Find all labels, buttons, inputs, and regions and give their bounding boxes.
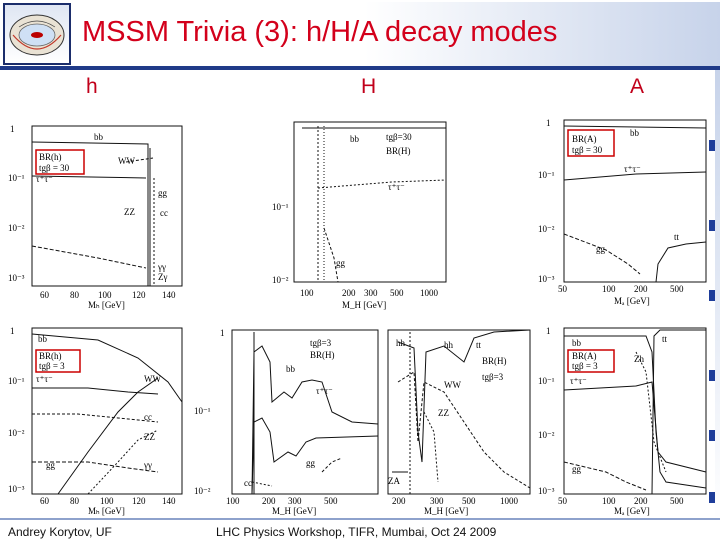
- decor-square: [709, 140, 715, 151]
- curve-label: tt: [662, 334, 668, 344]
- column-header-A: A: [630, 75, 645, 98]
- x-tick: 300: [364, 288, 378, 298]
- box-line: BR(A): [572, 134, 597, 144]
- curve-label: BR(H): [482, 356, 507, 366]
- x-tick: 100: [602, 284, 616, 294]
- box-line: BR(h): [39, 351, 62, 361]
- y-tick: 1: [546, 118, 551, 128]
- x-axis-label: Mₐ [GeV]: [614, 506, 650, 516]
- x-tick: 200: [342, 288, 356, 298]
- title-underline: [0, 66, 720, 70]
- plot-H-tgb3-high: [384, 322, 532, 516]
- curve-label: WW: [444, 380, 461, 390]
- x-axis-label: Mₕ [GeV]: [88, 300, 125, 310]
- footer-divider: [0, 518, 720, 520]
- x-tick: 500: [324, 496, 338, 506]
- curve-label: hh: [396, 338, 405, 348]
- curve-label: cc: [144, 412, 152, 422]
- y-tick: 10⁻²: [538, 224, 555, 234]
- curve-label: hh: [444, 340, 453, 350]
- box-line: tgβ = 30: [572, 145, 603, 155]
- x-tick: 1000: [500, 496, 518, 506]
- y-tick: 10⁻²: [272, 275, 289, 285]
- curve-label: cc: [244, 478, 252, 488]
- curve-label: BR(H): [310, 350, 335, 360]
- curve-label: gg: [336, 258, 345, 268]
- curve-label: ZZ: [124, 207, 135, 217]
- y-tick: 1: [10, 326, 15, 336]
- y-tick: 10⁻³: [538, 486, 555, 496]
- curve-label: gg: [46, 460, 55, 470]
- column-header-h: h: [86, 75, 98, 98]
- x-axis-label: M_H [GeV]: [342, 300, 387, 310]
- curve-label: gg: [158, 188, 167, 198]
- curve-label: cc: [160, 208, 168, 218]
- curve-label: gg: [306, 458, 315, 468]
- x-axis-label: M_H [GeV]: [424, 506, 469, 516]
- x-tick: 80: [70, 496, 79, 506]
- curve-label: WW: [144, 374, 161, 384]
- x-tick: 300: [288, 496, 302, 506]
- x-axis-label: Mₕ [GeV]: [88, 506, 125, 516]
- curve-label: τ⁺τ⁻: [36, 174, 53, 184]
- curve-label: gg: [572, 464, 581, 474]
- x-tick: 500: [390, 288, 404, 298]
- curve-label: bb: [572, 338, 581, 348]
- curve-label: ZA: [388, 476, 400, 486]
- curve-label: τ⁺τ⁻: [388, 182, 405, 192]
- box-line: BR(A): [572, 351, 597, 361]
- curve-label: gg: [596, 244, 605, 254]
- x-tick: 300: [430, 496, 444, 506]
- y-tick: 10⁻²: [8, 223, 25, 233]
- x-tick: 100: [98, 290, 112, 300]
- plot-h-tgb3: [8, 322, 188, 516]
- curve-label: τ⁺τ⁻: [36, 374, 53, 384]
- x-tick: 60: [40, 496, 49, 506]
- x-tick: 200: [262, 496, 276, 506]
- curve-label: bb: [630, 128, 639, 138]
- curve-label: bb: [38, 334, 47, 344]
- curve-label: γγ: [158, 262, 166, 272]
- x-axis-label: Mₐ [GeV]: [614, 296, 650, 306]
- box-line: BR(h): [39, 152, 62, 162]
- curve-label: bb: [94, 132, 103, 142]
- logo-icon: [3, 3, 71, 65]
- x-tick: 500: [670, 496, 684, 506]
- curve-label: WW: [118, 156, 135, 166]
- plot-A-tgb30: [536, 114, 708, 310]
- x-tick: 120: [132, 290, 146, 300]
- curve-label: bb: [350, 134, 359, 144]
- plot-H-tgb30: [272, 118, 452, 310]
- x-tick: 200: [634, 496, 648, 506]
- curve-label: tt: [674, 232, 680, 242]
- curve-label: Zh: [634, 354, 644, 364]
- decor-square: [709, 492, 715, 503]
- x-tick: 1000: [420, 288, 438, 298]
- box-line: tgβ = 30: [39, 163, 70, 173]
- y-tick: 10⁻¹: [538, 170, 555, 180]
- box-line: tgβ = 3: [572, 361, 598, 371]
- x-tick: 50: [558, 284, 567, 294]
- curve-label: ZZ: [144, 432, 155, 442]
- column-header-H: H: [361, 75, 377, 98]
- x-tick: 120: [132, 496, 146, 506]
- footer-author: Andrey Korytov, UF: [8, 525, 112, 539]
- curve-label: tgβ=3: [310, 338, 332, 348]
- decor-square: [709, 370, 715, 381]
- slide-title: MSSM Trivia (3): h/H/A decay modes: [82, 16, 558, 48]
- curve-label: τ⁺τ⁻: [624, 164, 641, 174]
- curve-label: BR(H): [386, 146, 411, 156]
- y-tick: 10⁻²: [194, 486, 211, 496]
- y-tick: 10⁻¹: [8, 173, 25, 183]
- plot-A-tgb3: [536, 322, 708, 516]
- x-tick: 100: [602, 496, 616, 506]
- y-tick: 1: [220, 328, 225, 338]
- curve-label: bb: [286, 364, 295, 374]
- y-tick: 10⁻³: [538, 274, 555, 284]
- curve-label: τ⁺τ⁻: [570, 376, 587, 386]
- x-axis-label: M_H [GeV]: [272, 506, 317, 516]
- x-tick: 50: [558, 496, 567, 506]
- footer-event: LHC Physics Workshop, TIFR, Mumbai, Oct 24 2009: [216, 525, 497, 539]
- y-tick: 10⁻³: [8, 484, 25, 494]
- y-tick: 10⁻³: [8, 273, 25, 283]
- curve-label: γγ: [144, 460, 152, 470]
- curve-label: Zγ: [158, 272, 168, 282]
- x-tick: 200: [634, 284, 648, 294]
- curve-label: τ⁺τ⁻: [316, 386, 333, 396]
- curve-label: tgβ=3: [482, 372, 504, 382]
- y-tick: 10⁻¹: [194, 406, 211, 416]
- curve-label: tgβ=30: [386, 132, 412, 142]
- x-tick: 140: [162, 290, 176, 300]
- y-tick: 10⁻¹: [8, 376, 25, 386]
- curve-label: tt: [476, 340, 482, 350]
- decorative-stripe: [715, 70, 720, 520]
- x-tick: 100: [300, 288, 314, 298]
- x-tick: 500: [462, 496, 476, 506]
- decor-square: [709, 430, 715, 441]
- x-tick: 80: [70, 290, 79, 300]
- x-tick: 500: [670, 284, 684, 294]
- x-tick: 60: [40, 290, 49, 300]
- decor-square: [709, 290, 715, 301]
- x-tick: 200: [392, 496, 406, 506]
- x-tick: 100: [226, 496, 240, 506]
- y-tick: 10⁻²: [538, 430, 555, 440]
- plot-h-tgb30: [8, 118, 188, 310]
- y-tick: 1: [10, 124, 15, 134]
- y-tick: 10⁻²: [8, 428, 25, 438]
- y-tick: 1: [546, 326, 551, 336]
- x-tick: 140: [162, 496, 176, 506]
- box-line: tgβ = 3: [39, 361, 65, 371]
- x-tick: 100: [100, 496, 114, 506]
- y-tick: 10⁻¹: [538, 376, 555, 386]
- plot-H-tgb3-low: [192, 322, 382, 516]
- y-tick: 10⁻¹: [272, 202, 289, 212]
- decor-square: [709, 220, 715, 231]
- curve-label: ZZ: [438, 408, 449, 418]
